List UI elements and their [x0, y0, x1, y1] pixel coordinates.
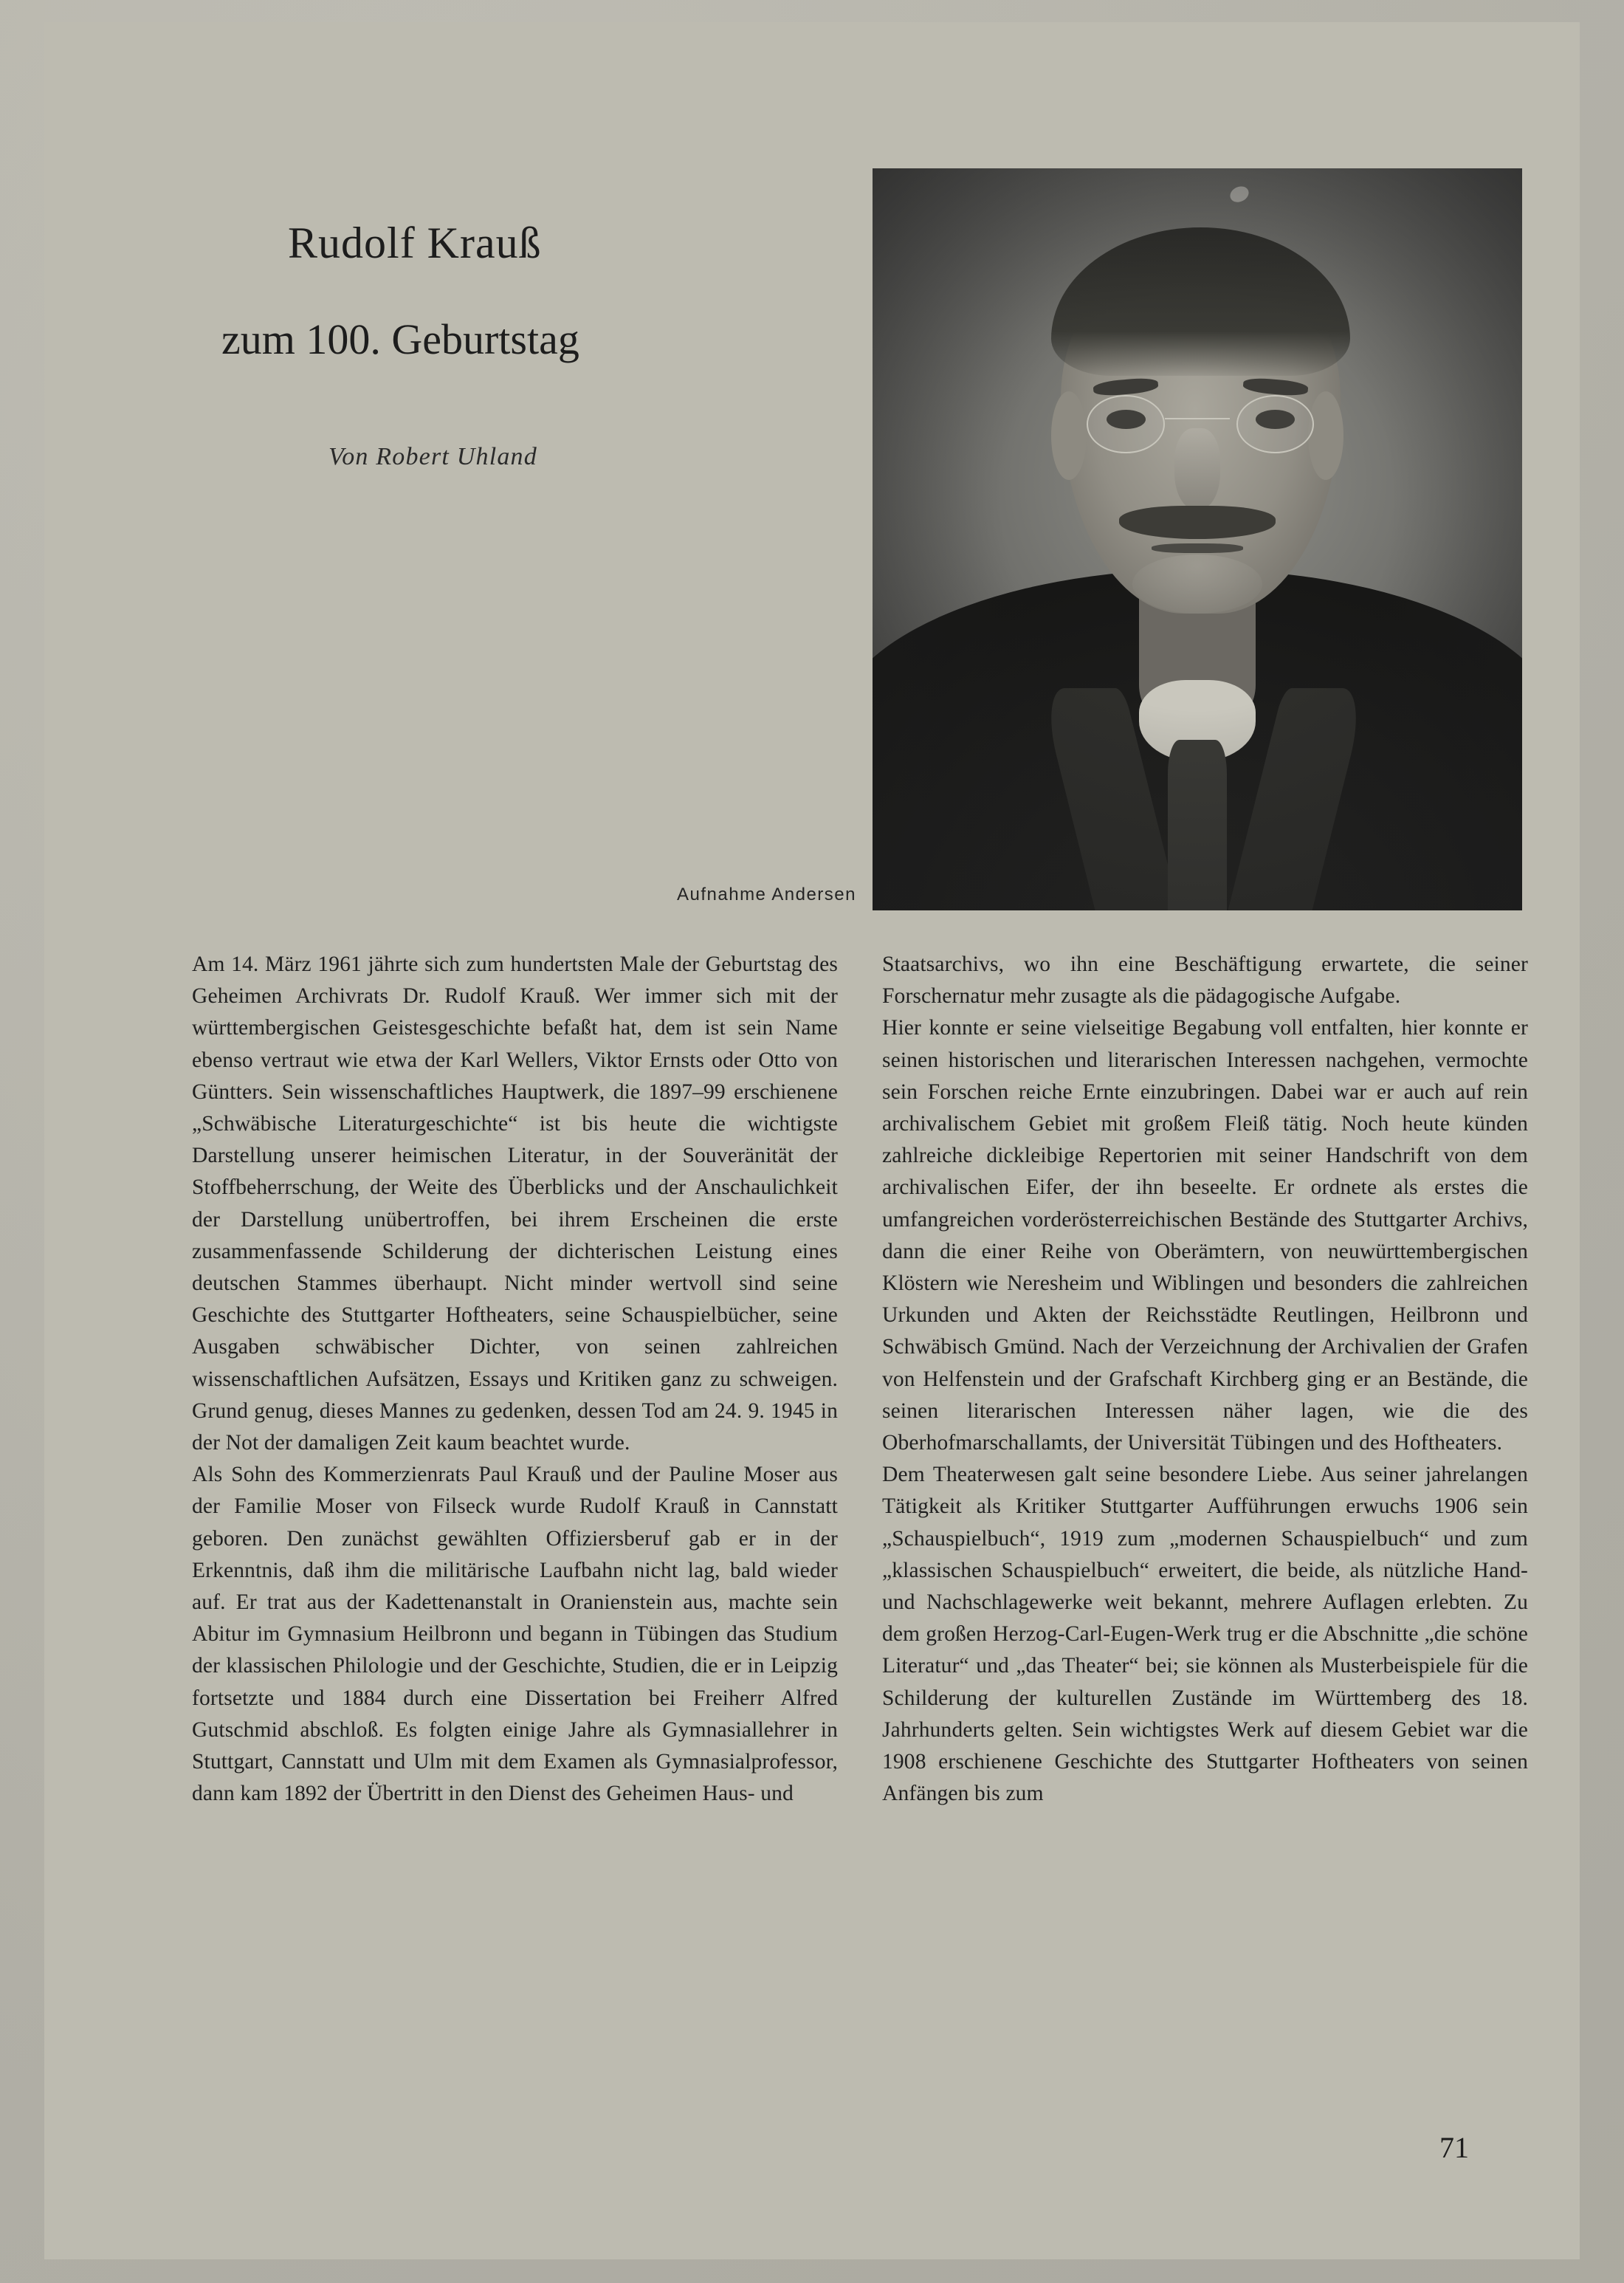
paragraph: Staatsarchivs, wo ihn eine Beschäftigung erwartete, die seiner Forschernatur mehr zusagte als die pädagogische Aufgabe.: [882, 952, 1528, 1009]
column-right: [882, 949, 1528, 1810]
page-sheet: [44, 22, 1580, 2259]
title-block: [221, 218, 819, 364]
photo-vignette: [873, 168, 1522, 910]
paragraph: Als Sohn des Kommerzienrats Paul Krauß und der Pauline Moser aus der Familie Moser von Filseck wurde Rudolf Krauß in Cannstatt geboren. Den zunächst gewählten Offiziersberuf gab er in der Erkenntnis, daß ihm die militärische Laufbahn nicht lag, bald wieder auf. Er trat aus der Kadettenanstalt in Oranienstein aus, machte sein Abitur im Gymnasium Heilbronn und begann in Tübingen das Studium der klassischen Philologie und der Geschichte, Studien, die er in Leipzig fortsetzte und 1884 durch eine Dissertation bei Freiherr Alfred Gutschmid abschloß. Es folgten einige Jahre als Gymnasiallehrer in Stuttgart, Cannstatt und Ulm mit dem Examen als Gymnasialprofessor, dann kam 1892 der Übertritt in den Dienst des Geheimen Haus- und: [192, 1463, 838, 1806]
page-number: 71: [1439, 2131, 1469, 2164]
paragraph: Am 14. März 1961 jährte sich zum hundertsten Male der Geburtstag des Geheimen Archivrats Dr. Rudolf Krauß. Wer immer sich mit der württembergischen Geistesgeschichte befaßt hat, dem ist sein Name ebenso vertraut wie etwa der Karl Wellers, Viktor Ernsts oder Otto von Güntters. Sein wissenschaftliches Hauptwerk, die 1897–99 erschienene „Schwäbische Literaturgeschichte“ ist bis heute die wichtigste Darstellung unserer heimischen Literatur, in der Souveränität der Stoffbeherrschung, der Weite des Überblicks und der Anschaulichkeit der Darstellung unübertroffen, bei ihrem Erscheinen die erste zusammenfassende Schilderung der dichterischen Leistung eines deutschen Stammes überhaupt. Nicht minder wertvoll sind seine Geschichte des Stuttgarter Hoftheaters, seine Schauspielbücher, seine Ausgaben schwäbischer Dichter, von seinen zahlreichen wissenschaftlichen Aufsätzen, Essays und Kritiken ganz zu schweigen. Grund genug, dieses Mannes zu gedenken, dessen Tod am 24. 9. 1945 in der Not der damaligen Zeit kaum beachtet wurde.: [192, 952, 838, 1455]
byline: Von Robert Uhland: [328, 443, 537, 470]
paragraph: Hier konnte er seine vielseitige Begabung voll entfalten, hier konnte er seinen historischen und literarischen Interessen nachgehen, vermochte sein Forschen reiche Ernte einzubringen. Dabei war er auch auf rein archivalischem Gebiet mit großem Fleiß tätig. Noch heute künden zahlreiche dickleibige Repertorien mit seiner Handschrift von dem archivalischen Eifer, der ihn beseelte. Er ordnete als erstes die umfangreichen vorderösterreichischen Bestände des Stuttgarter Archivs, dann die einer Reihe von Oberämtern, von neuwürttembergischen Klöstern wie Neresheim und Wiblingen und besonders die zahlreichen Urkunden und Akten der Reichsstädte Reutlingen, Heilbronn und Schwäbisch Gmünd. Nach der Verzeichnung der Archivalien der Grafen von Helfenstein und der Grafschaft Kirchberg ging er an Bestände, die seinen literarischen Interessen näher lagen, wie die des Oberhofmarschallamts, der Universität Tübingen und des Hoftheaters.: [882, 1016, 1528, 1455]
portrait-photo: [873, 168, 1522, 910]
paragraph: Dem Theaterwesen galt seine besondere Liebe. Aus seiner jahrelangen Tätigkeit als Kritiker Stuttgarter Aufführungen erwuchs 1906 sein „Schauspielbuch“, 1919 zum „modernen Schauspielbuch“ und zum „klassischen Schauspielbuch“ erweitert, die beide, als nützliche Hand- und Nachschlagewerke weit bekannt, mehrere Auflagen erlebten. Zu dem großen Herzog-Carl-Eugen-Werk trug er die Abschnitte „die schöne Literatur“ und „das Theater“ bei; sie können als Musterbeispiele für die Schilderung der kulturellen Zustände im Württemberg des 18. Jahrhunderts gelten. Sein wichtigstes Werk auf diesem Gebiet war die 1908 erschienene Geschichte des Stuttgarter Hoftheaters von seinen Anfängen bis zum: [882, 1463, 1528, 1806]
page-subtitle: zum 100. Geburtstag: [221, 315, 579, 363]
portrait-image: [873, 168, 1522, 910]
body-columns: [192, 949, 1528, 1810]
column-left: [192, 949, 838, 1810]
photo-credit: Aufnahme Andersen: [677, 885, 856, 904]
page-title: Rudolf Krauß: [288, 219, 542, 267]
